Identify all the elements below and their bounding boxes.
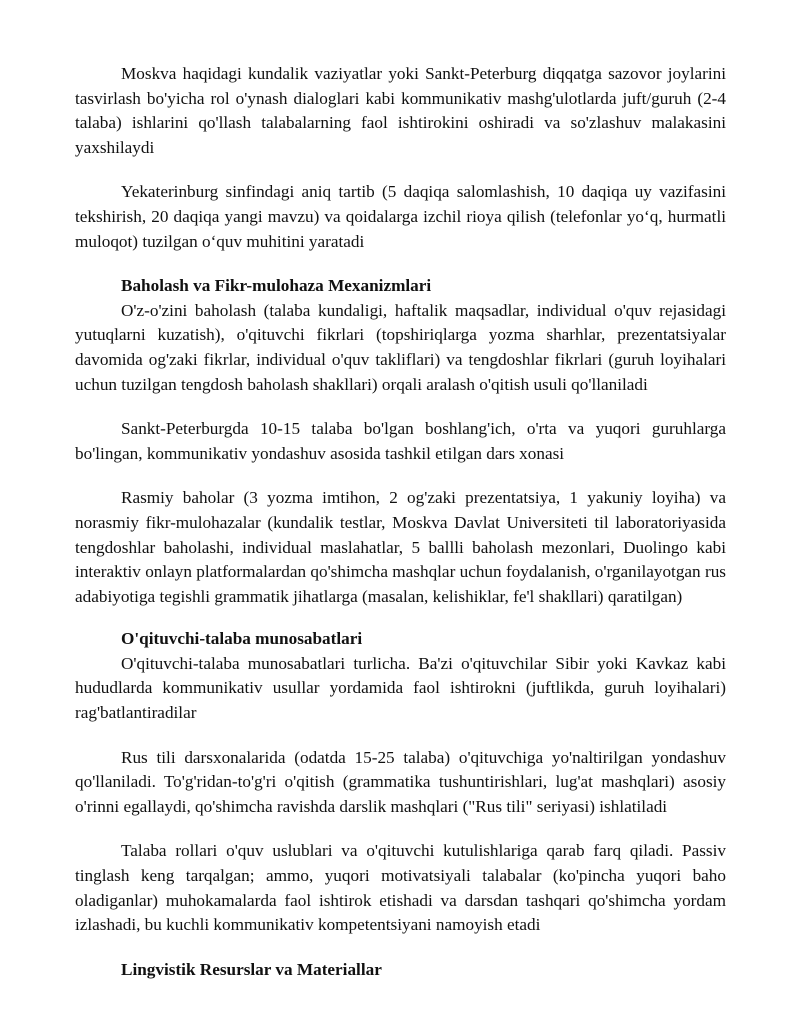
paragraph-relations-vary: O'qituvchi-talaba munosabatlari turlicha. Ba'zi o'qituvchilar Sibir yoki Kavkaz kabi hududlarda kommunikativ usullar yordamida faol ishtirokni (juftlikda, guruh loyihalari) rag'batlantiradilar [75,653,726,723]
paragraph-communicative-activities: Moskva haqidagi kundalik vaziyatlar yoki Sankt-Peterburg diqqatga sazovor joylarini tasvirlash bo'yicha rol o'ynash dialoglari kabi kommunikativ mashg'ulotlarda juft/guruh (2-4 talaba) ishlarini qo'llash talabalarning faol ishtirokini oshiradi va so'zlashuv malakasini yaxshilaydi [75,64,726,157]
heading-teacher-student-relations: O'qituvchi-talaba munosabatlari [121,629,363,649]
paragraph-formal-assessments: Rasmiy baholar (3 yozma imtihon, 2 og'zaki prezentatsiya, 1 yakuniy loyiha) va norasmiy fikr-mulohazalar (kundalik testlar, Moskva Davlat Universiteti til laboratoriyasida tengdoshlar baholashi, individual maslahatlar, 5 ballli baholash mezonlari, Duolingo kabi interaktiv onlayn platformalardan qo'shimcha mashqlar uchun foydalanish, o'rganilayotgan rus adabiyotiga tegishli grammatik jihatlarga (masalan, kelishiklar, fe'l shakllari) qaratilgan) [75,488,726,606]
paragraph-self-assessment: O'z-o'zini baholash (talaba kundaligi, haftalik maqsadlar, individual o'quv rejasidagi yutuqlarni kuzatish), o'qituvchi fikrlari (topshiriqlarga yozma sharhlar, prezentatsiyalar davomida og'zaki fikrlar, individual o'quv takliflari) va tengdoshlar fikrlari (guruh loyihalari uchun tuzilgan tengdosh baholash shakllari) orqali aralash o'qitish usuli qo'llaniladi [75,300,726,394]
paragraph-classroom-routine: Yekaterinburg sinfindagi aniq tartib (5 daqiqa salomlashish, 10 daqiqa uy vazifasini tekshirish, 20 daqiqa yangi mavzu) va qoidalarga izchil rioya qilish (telefonlar yo‘q, hurmatli muloqot) tuzilgan o‘quv muhitini yaratadi [75,182,726,251]
heading-assessment-feedback: Baholash va Fikr-mulohaza Mexanizmlari [121,276,432,296]
paragraph-teacher-centered: Rus tili darsxonalarida (odatda 15-25 talaba) o'qituvchiga yo'naltirilgan yondashuv qo'llaniladi. To'g'ridan-to'g'ri o'qitish (grammatika tushuntirishlari, lug'at mashqlari) asosiy o'rinni egallaydi, qo'shimcha ravishda darslik mashqlari ("Rus tili" seriyasi) ishlatiladi [75,747,726,816]
paragraph-student-roles: Talaba rollari o'quv uslublari va o'qituvchi kutulishlariga qarab farq qiladi. Passiv tinglash keng tarqalgan; ammo, yuqori motivatsiyali talabalar (ko'pincha yuqori baho oladiganlar) muhokamalarda faol ishtirok etishadi va darsdan tashqari qo'shimcha yordam izlashadi, bu kuchli kommunikativ kompetentsiyani namoyish etadi [75,841,726,935]
heading-linguistic-resources: Lingvistik Resurslar va Materiallar [121,959,382,979]
paragraph-classroom-groups: Sankt-Peterburgda 10-15 talaba bo'lgan boshlang'ich, o'rta va yuqori guruhlarga bo'lingan, kommunikativ yondashuv asosida tashkil etilgan dars xonasi [75,419,726,463]
document-page [75,62,726,982]
